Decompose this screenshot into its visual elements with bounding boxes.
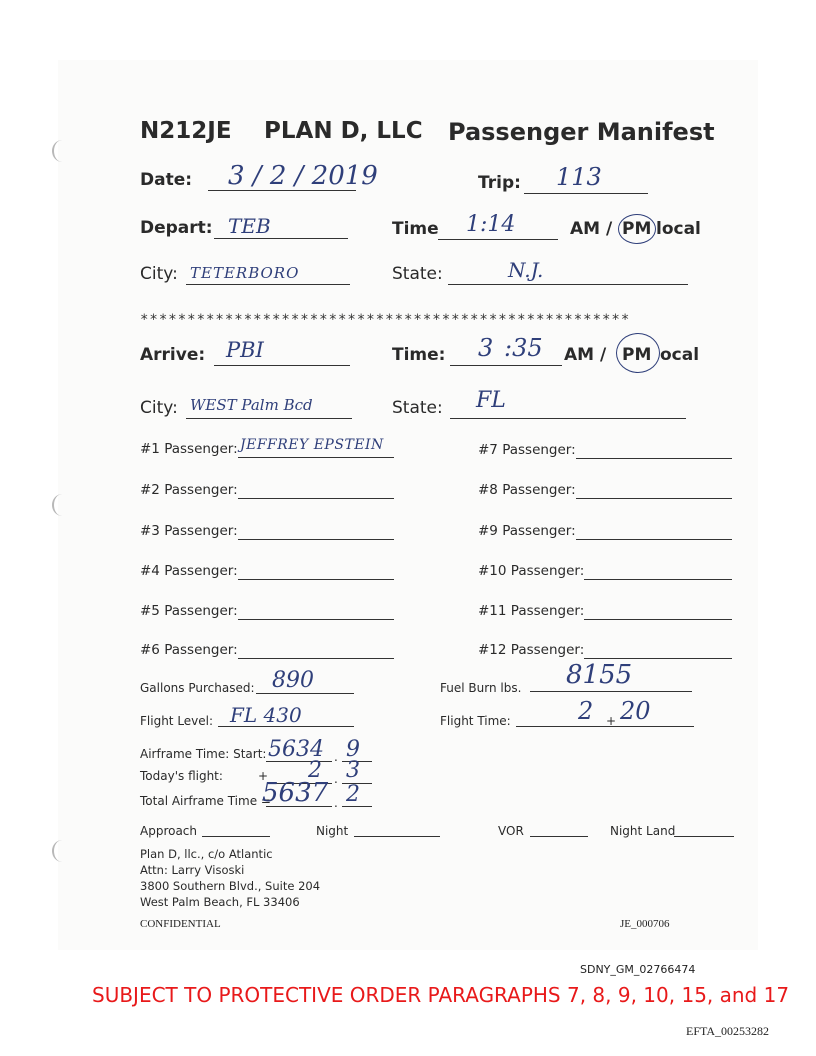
passenger-label: #6 Passenger: — [140, 642, 238, 658]
passenger-label: #7 Passenger: — [478, 442, 576, 458]
pm-circle-icon — [618, 214, 656, 244]
passenger-line[interactable] — [584, 579, 732, 580]
vor-line[interactable] — [530, 836, 588, 837]
arrive-city-line — [186, 418, 352, 419]
passenger-label: #11 Passenger: — [478, 603, 585, 619]
passenger-label: #12 Passenger: — [478, 642, 585, 658]
depart-city-label: City: — [140, 264, 178, 284]
flight-time-hours[interactable]: 2 — [578, 697, 594, 725]
passenger-line[interactable] — [584, 619, 732, 620]
depart-pm-label: PM — [622, 219, 652, 239]
arrive-am-label: AM / — [564, 345, 607, 365]
passenger-label: #3 Passenger: — [140, 523, 238, 539]
night-land-label: Night Land — [610, 824, 676, 838]
passenger-label: #8 Passenger: — [478, 482, 576, 498]
approach-line[interactable] — [202, 836, 270, 837]
address-line-2: Attn: Larry Visoski — [140, 863, 245, 877]
fuel-burn-value[interactable]: 8155 — [566, 660, 633, 690]
passenger-label: #2 Passenger: — [140, 482, 238, 498]
passenger-label: #9 Passenger: — [478, 523, 576, 539]
address-line-4: West Palm Beach, FL 33406 — [140, 895, 300, 909]
arrive-pm-label: PM — [622, 345, 652, 365]
gallons-value[interactable]: 890 — [272, 668, 314, 693]
protective-order-notice: SUBJECT TO PROTECTIVE ORDER PARAGRAPHS 7, 8, 9, 10, 15, and 17 — [92, 983, 790, 1007]
passenger-label: #4 Passenger: — [140, 563, 238, 579]
tail-number: N212JE — [140, 118, 232, 144]
confidential-label: CONFIDENTIAL — [140, 918, 221, 930]
sdny-bates-number: SDNY_GM_02766474 — [580, 963, 696, 976]
depart-value[interactable]: TEB — [228, 214, 271, 238]
date-value[interactable]: 3 / 2 / 2019 — [228, 161, 378, 191]
arrive-line — [214, 365, 350, 366]
today-flight-dec[interactable]: 3 — [346, 758, 360, 783]
company-name: PLAN D, LLC — [264, 118, 423, 144]
depart-label: Depart: — [140, 218, 213, 238]
passenger-value[interactable]: JEFFREY EPSTEIN — [240, 437, 384, 453]
depart-time-line — [438, 239, 558, 240]
passenger-line[interactable] — [238, 498, 394, 499]
arrive-time-label: Time: — [392, 345, 446, 365]
passenger-line[interactable] — [576, 458, 732, 459]
trip-line — [524, 193, 648, 194]
arrive-time-line — [450, 365, 562, 366]
address-line-1: Plan D, llc., c/o Atlantic — [140, 847, 273, 861]
arrive-time-minute[interactable]: :35 — [504, 334, 543, 362]
depart-time-label: Time — [392, 219, 439, 239]
je-number: JE_000706 — [620, 918, 670, 930]
binder-hole-icon — [52, 840, 72, 862]
passenger-line — [238, 457, 394, 458]
depart-state-value[interactable]: N.J. — [508, 258, 544, 282]
flight-level-value[interactable]: FL 430 — [230, 703, 302, 727]
arrive-city-value[interactable]: WEST Palm Bcd — [190, 396, 313, 414]
passenger-line[interactable] — [576, 498, 732, 499]
trip-label: Trip: — [478, 173, 521, 193]
passenger-label: #5 Passenger: — [140, 603, 238, 619]
airframe-start-dec[interactable]: 9 — [346, 737, 360, 762]
today-flight-label: Today's flight: — [140, 769, 223, 783]
form-title: Passenger Manifest — [448, 118, 715, 146]
flight-level-label: Flight Level: — [140, 714, 214, 728]
depart-am-label: AM / — [570, 219, 613, 239]
arrive-state-value[interactable]: FL — [476, 388, 506, 413]
depart-local-label: local — [656, 219, 701, 239]
depart-city-line — [186, 284, 350, 285]
separator-stars: **************************************************** — [140, 312, 631, 328]
efta-number: EFTA_00253282 — [686, 1024, 770, 1038]
flight-time-sep: + — [606, 714, 617, 728]
passenger-line[interactable] — [238, 579, 394, 580]
gallons-line — [256, 693, 354, 694]
total-airframe-whole[interactable]: 5637 — [262, 778, 329, 808]
today-flight-whole[interactable]: 2 — [308, 758, 322, 783]
pm-circle-icon — [616, 333, 660, 373]
depart-time-value[interactable]: 1:14 — [466, 212, 516, 237]
flight-time-tenths[interactable]: 20 — [620, 697, 651, 725]
airframe-start-label: Airframe Time: Start: — [140, 747, 267, 761]
total-airframe-dec[interactable]: 2 — [346, 782, 360, 807]
arrive-city-label: City: — [140, 398, 178, 418]
passenger-line[interactable] — [238, 539, 394, 540]
arrive-local-label: ocal — [660, 345, 700, 365]
passenger-line[interactable] — [238, 619, 394, 620]
night-label: Night — [316, 824, 349, 838]
date-label: Date: — [140, 170, 193, 190]
passenger-label: #10 Passenger: — [478, 563, 585, 579]
approach-label: Approach — [140, 824, 198, 838]
fuel-burn-line — [530, 691, 692, 692]
depart-line — [214, 238, 348, 239]
gallons-label: Gallons Purchased: — [140, 681, 255, 695]
depart-city-value[interactable]: TETERBORO — [190, 264, 300, 282]
airframe-start-whole[interactable]: 5634 — [268, 737, 324, 762]
fuel-burn-label: Fuel Burn lbs. — [440, 681, 522, 695]
binder-hole-icon — [52, 494, 72, 516]
manifest-sheet — [58, 60, 758, 950]
trip-value[interactable]: 113 — [556, 163, 602, 191]
flight-time-line — [516, 726, 694, 727]
night-land-line[interactable] — [674, 836, 734, 837]
passenger-line[interactable] — [584, 658, 732, 659]
arrive-value[interactable]: PBI — [226, 338, 264, 362]
night-line[interactable] — [354, 836, 440, 837]
today-flight-dot: . — [334, 772, 338, 786]
binder-hole-icon — [52, 140, 72, 162]
flight-time-label: Flight Time: — [440, 714, 511, 728]
total-airframe-dot: . — [334, 796, 338, 810]
vor-label: VOR — [498, 824, 524, 838]
airframe-start-dot: . — [334, 750, 338, 764]
arrive-state-label: State: — [392, 398, 443, 418]
address-line-3: 3800 Southern Blvd., Suite 204 — [140, 879, 321, 893]
total-airframe-label: Total Airframe Time = — [140, 794, 271, 808]
depart-state-line — [448, 284, 688, 285]
passenger-label: #1 Passenger: — [140, 441, 238, 457]
passenger-line[interactable] — [576, 539, 732, 540]
arrive-label: Arrive: — [140, 345, 206, 365]
arrive-state-line — [450, 418, 686, 419]
arrive-time-hour[interactable]: 3 — [478, 334, 494, 362]
passenger-line[interactable] — [238, 658, 394, 659]
today-plus: + — [258, 769, 269, 783]
depart-state-label: State: — [392, 264, 443, 284]
